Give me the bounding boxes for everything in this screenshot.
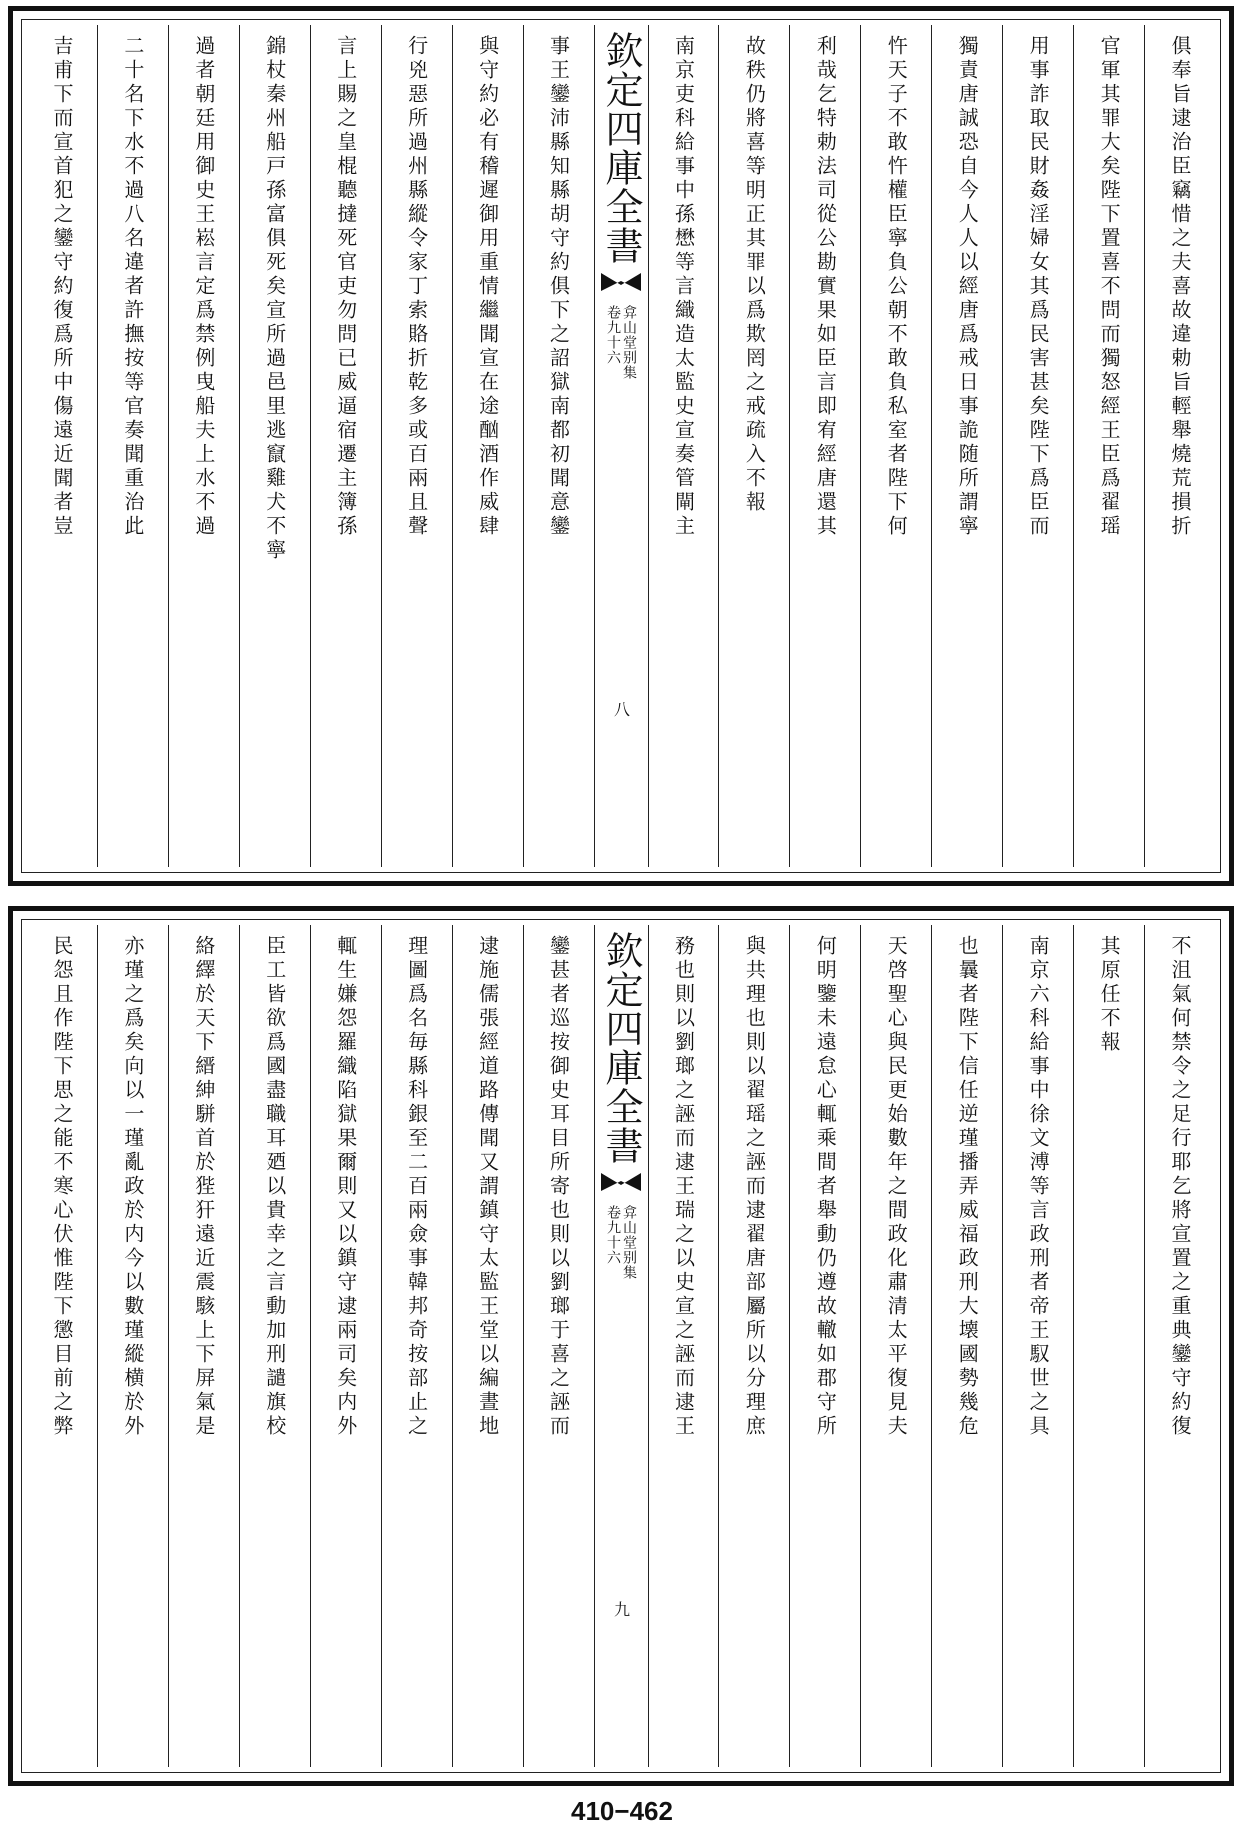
bottom-page-column-text: 輒生嫌怨羅織陷獄果爾則又以鎮守逮兩司矣内外	[333, 935, 358, 1439]
bottom-page-column-text: 天啓聖心與民更始數年之間政化肅清太平復見夫	[884, 935, 909, 1439]
bottom-page-text-column	[27, 925, 97, 1767]
bottom-page-book-info	[606, 1205, 636, 1280]
top-page-columns	[27, 25, 1215, 867]
top-page-column-text: 忤天子不敢忤權臣寧負公朝不敢負私室者陛下何	[884, 35, 909, 539]
top-page-text-column	[97, 25, 168, 867]
bottom-page-text-column	[168, 925, 239, 1767]
bottom-page-text-column	[789, 925, 860, 1767]
top-page-volume-label: 卷九十六	[605, 305, 621, 365]
bottom-page-text-column	[381, 925, 452, 1767]
bottom-page-volume-label: 卷九十六	[605, 1205, 621, 1265]
top-page-column-text: 過者朝廷用御史王崧言定爲禁例曳船夫上水不過	[191, 35, 216, 539]
bottom-page-text-column	[239, 925, 310, 1767]
bottom-page-text-column	[452, 925, 523, 1767]
top-page-text-column	[168, 25, 239, 867]
bottom-page-center-margin	[594, 925, 648, 1767]
top-page-column-text: 行兇惡所過州縣縱令家丁索賂折乾多或百兩且聲	[404, 35, 429, 539]
bottom-page-page-number: 九	[611, 1601, 631, 1617]
bottom-page-text-column	[310, 925, 381, 1767]
top-page-column-text: 錦杖秦州船戸孫富俱死矣宣所過邑里逃竄雞犬不寧	[262, 35, 287, 563]
bottom-page-columns	[27, 925, 1215, 1767]
bottom-page-column-text: 南京六科給事中徐文溥等言政刑者帝王馭世之具	[1026, 935, 1051, 1439]
top-page-panel	[8, 6, 1234, 886]
bottom-page-text-column	[718, 925, 789, 1767]
top-page-text-column	[1144, 25, 1215, 867]
top-page-column-text: 與守約必有稽遲御用重情繼聞宣在途酗酒作威肆	[475, 35, 500, 539]
bottom-page-column-text: 與共理也則以翟瑶之誣而逮翟唐部屬所以分理庶	[742, 935, 767, 1439]
bottom-page-text-column	[1073, 925, 1144, 1767]
bottom-page-fishtail-mark-icon	[599, 1171, 643, 1193]
bottom-page-column-text: 鑾甚者巡按御史耳目所寄也則以劉瑯于喜之誣而	[546, 935, 571, 1439]
bottom-page-column-text: 何明鑒未遠怠心輒乘間者舉動仍遵故轍如郡守所	[813, 935, 838, 1439]
top-page-column-text: 利哉乞特勅法司從公勘實果如臣言即宥經唐還其	[813, 35, 838, 539]
bottom-page-column-text: 絡繹於天下縉紳駢首於狴犴遠近震駭上下屏氣是	[191, 935, 216, 1439]
bottom-page-column-text: 逮施儒張經道路傳聞又謂鎮守太監王堂以編晝地	[475, 935, 500, 1439]
top-page-page-number: 八	[611, 701, 631, 717]
bottom-page-text-column	[931, 925, 1002, 1767]
top-page-text-column	[789, 25, 860, 867]
top-page-column-text: 故秩仍將喜等明正其罪以爲欺罔之戒疏入不報	[742, 35, 767, 515]
bottom-page-text-column	[860, 925, 931, 1767]
top-page-text-column	[931, 25, 1002, 867]
bottom-page-panel	[8, 906, 1234, 1786]
top-page-text-column	[1073, 25, 1144, 867]
top-page-column-text: 獨責唐誠恐自今人人以經唐爲戒日事詭随所謂寧	[955, 35, 980, 539]
bottom-page-text-column	[1144, 925, 1215, 1767]
bottom-page-column-text: 臣工皆欲爲國盡職耳廼以貴幸之言動加刑譴旗校	[262, 935, 287, 1439]
top-page-text-column	[860, 25, 931, 867]
top-page-column-text: 南京吏科給事中孫懋等言織造太監史宣奏管閘主	[671, 35, 696, 539]
top-page-column-text: 二十名下水不過八名違者許撫按等官奏聞重治此	[120, 35, 145, 539]
top-page-center-margin	[594, 25, 648, 867]
top-page-header-title: 欽定四庫全書	[599, 31, 643, 265]
top-page-text-column	[239, 25, 310, 867]
bottom-page-column-text: 務也則以劉瑯之誣而逮王瑞之以史宣之誣而逮王	[671, 935, 696, 1439]
top-page-text-column	[381, 25, 452, 867]
top-page-column-text: 言上賜之皇棍聽撻死官吏勿問已威逼宿遷主簿孫	[333, 35, 358, 539]
top-page-column-text: 吉甫下而宣首犯之鑾守約復爲所中傷遠近聞者豈	[49, 35, 74, 539]
top-page-text-column	[1002, 25, 1073, 867]
top-page-book-title: 弇山堂别集	[621, 305, 637, 380]
top-page-book-info	[606, 305, 636, 380]
bottom-page-text-column	[648, 925, 719, 1767]
bottom-page-column-text: 也曩者陛下信任逆瑾播弄威福政刑大壊國勢幾危	[955, 935, 980, 1439]
top-page-text-column	[648, 25, 719, 867]
top-page-fishtail-mark-icon	[599, 271, 643, 293]
top-page-text-column	[718, 25, 789, 867]
bottom-page-column-text: 民怨且作陛下思之能不寒心伏惟陛下懲目前之弊	[49, 935, 74, 1439]
top-page-column-text: 事王鑾沛縣知縣胡守約俱下之詔獄南都初聞意鑾	[546, 35, 571, 539]
top-page-text-column	[523, 25, 594, 867]
top-page-column-text: 用事詐取民財姦淫婦女其爲民害甚矣陛下爲臣而	[1026, 35, 1051, 539]
bottom-page-column-text: 理圖爲名毎縣科銀至二百兩僉事韓邦奇按部止之	[404, 935, 429, 1439]
bottom-page-text-column	[1002, 925, 1073, 1767]
top-page-column-text: 官軍其罪大矣陛下置喜不問而獨怒經王臣爲翟瑶	[1097, 35, 1122, 539]
bottom-page-column-text: 其原任不報	[1097, 935, 1122, 1055]
bottom-page-column-text: 亦瑾之爲矣向以一瑾亂政於内今以數瑾縱横於外	[120, 935, 145, 1439]
bottom-page-text-column	[523, 925, 594, 1767]
bottom-page-text-column	[97, 925, 168, 1767]
bottom-page-header-title: 欽定四庫全書	[599, 931, 643, 1165]
top-page-text-column	[27, 25, 97, 867]
top-page-column-text: 俱奉旨逮治臣竊惜之夫喜故違勅旨輕舉燒荒損折	[1168, 35, 1193, 539]
bottom-page-book-title: 弇山堂别集	[621, 1205, 637, 1280]
top-page-text-column	[452, 25, 523, 867]
bottom-page-column-text: 不沮氣何禁令之足行耶乞將宣置之重典鑾守約復	[1168, 935, 1193, 1439]
page-footer-code: 410−462	[571, 1796, 673, 1826]
top-page-text-column	[310, 25, 381, 867]
